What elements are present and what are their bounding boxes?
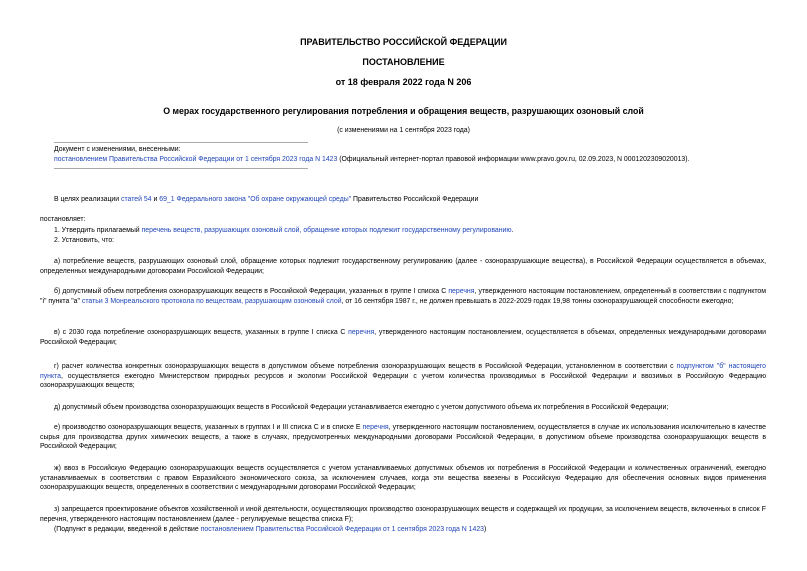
para-e: [40, 423, 766, 452]
item-2: 2. Установить, что:: [54, 237, 115, 244]
para-e-text-2: , утвержденного настоящим постановлением, осуществляется в случае их использования исключительно в качестве сырья для производства других химических веществ, а также в случаях, предусмотренных международными договорами Российской Федерации, в допустимом объеме производства озоноразрушающих веществ в Российской Федерации;: [40, 424, 766, 451]
para-zh: ж) ввоз в Российскую Федерацию озоноразрушающих веществ осуществляется с учетом устанавливаемых допустимых объемов их потребления в Российской Федерации и количественных ограничений, ежегодно устанавливаемых в соответствии с правом Евразийского экономического союза, за исключением случаев, когда эти вещества ввезены в Российскую Федерацию для обеспечения основных видов применения озоноразрушающих веществ, определенных в соответствии с международными договорами Российской Федерации;: [40, 465, 766, 492]
para-e-text-1: е) производство озоноразрушающих веществ, указанных в группах I и III списка С и в списке Е: [54, 424, 363, 431]
document-title: О мерах государственного регулирования потребления и обращения веществ, разрушающих озоновый слой: [163, 106, 644, 116]
para-v-text-1: в) с 2030 года потребление озоноразрушающих веществ, указанных в группе I списка С: [54, 329, 349, 336]
para-v-text-2: , утвержденного настоящим постановлением, осуществляется в объемах, определенных международными договорами Российской Федерации;: [40, 329, 766, 346]
resolves-text: постановляет:: [40, 216, 86, 223]
item-1-text-1: 1. Утвердить прилагаемый: [54, 227, 142, 234]
para-g-text-2: , осуществляется ежегодно Министерством природных ресурсов и экологии Российской Федерации с учетом количества производимых в Российской Федерации и ввозимых в Российскую Федерацию озоноразрушающих веществ;: [40, 372, 766, 390]
amend-note-text-1: (Подпункт в редакции, введенной в действие: [54, 526, 201, 533]
link-substances-list[interactable]: перечень веществ, разрушающих озоновый слой, обращение которых подлежит государственному регулированию: [141, 227, 512, 234]
item-1-text-2: .: [511, 227, 514, 234]
para-d: д) допустимый объем производства озоноразрушающих веществ в Российской Федерации устанавливается ежегодно с учетом допустимого объема их потребления в Российской Федерации;: [54, 404, 669, 411]
link-subpoint-b[interactable]: подпунктом "б" настоящего пункта: [40, 363, 766, 380]
para-g-text-1: г) расчет количества конкретных озоноразрушающих веществ в допустимом объеме потребления озоноразрушающих веществ в Российской Федерации, установленном в соответствии с: [54, 363, 677, 370]
link-list-b[interactable]: перечня: [448, 288, 475, 295]
preamble-text-1: В целях реализации: [54, 196, 122, 203]
para-a: а) потребление веществ, разрушающих озоновый слой, обращение которых подлежит государственному регулированию (далее - озоноразрушающие вещества), в Российской Федерации осуществляется в объемах, определенных международными договорами Российской Федерации;: [40, 258, 766, 275]
amend-note: [54, 525, 754, 535]
para-b-text-1: б) допустимый объем потребления озоноразрушающих веществ в Российской Федерации, указанных в группе I списка С: [54, 288, 449, 295]
authority-heading: ПРАВИТЕЛЬСТВО РОССИЙСКОЙ ФЕДЕРАЦИИ: [300, 37, 507, 47]
para-b-text-3: , от 16 сентября 1987 г., не должен превышать в 2022-2029 годах 19,98 тонны озоноразрушающей способности ежегодно;: [341, 297, 734, 305]
para-z: з) запрещается проектирование объектов хозяйственной и иной деятельности, осуществляющих производство озоноразрушающих веществ и содержащей их продукции, за исключением веществ, включенных в список F перечня, утвержденного настоящим постановлением (далее - регулируемые вещества списка F);: [40, 506, 766, 523]
preamble: [54, 195, 754, 205]
link-article-69-1[interactable]: 69_1 Федерального закона "Об охране окружающей среды": [159, 196, 352, 203]
changes-bottom-rule: [54, 168, 308, 169]
changes-link[interactable]: постановлением Правительства Российской Федерации от 1 сентября 2023 года N 1423: [54, 156, 338, 163]
link-list-e[interactable]: перечня: [362, 424, 389, 431]
link-list-v[interactable]: перечня: [348, 329, 375, 336]
link-article-54[interactable]: статей 54: [121, 196, 152, 203]
revision-note: (с изменениями на 1 сентября 2023 года): [337, 127, 470, 134]
para-b-text-2: , утвержденного настоящим постановлением, определенный в соответствии с подпунктом "i" пункта "а": [40, 288, 766, 305]
para-b: [40, 287, 766, 306]
changes-tail: (Официальный интернет-портал правовой информации www.pravo.gov.ru, 02.09.2023, N 0001202309020013).: [337, 156, 690, 163]
date-number-heading: от 18 февраля 2022 года N 206: [335, 77, 472, 87]
item-1: [54, 226, 754, 236]
changes-label: Документ с изменениями, внесенными:: [54, 146, 181, 153]
para-g: [40, 362, 766, 391]
link-montreal-protocol[interactable]: статьи 3 Монреальского протокола по веществам, разрушающим озоновый слой: [81, 297, 342, 305]
doc-type-heading: ПОСТАНОВЛЕНИЕ: [362, 57, 445, 67]
changes-top-rule: [54, 142, 308, 143]
preamble-text-3: Правительство Российской Федерации: [351, 196, 479, 203]
amend-note-text-2: ): [484, 526, 487, 533]
link-amend-resolution[interactable]: постановлением Правительства Российской Федерации от 1 сентября 2023 года N 1423: [200, 526, 484, 533]
preamble-text-2: и: [151, 196, 160, 203]
changes-line: [54, 155, 784, 165]
para-v: [40, 328, 766, 347]
